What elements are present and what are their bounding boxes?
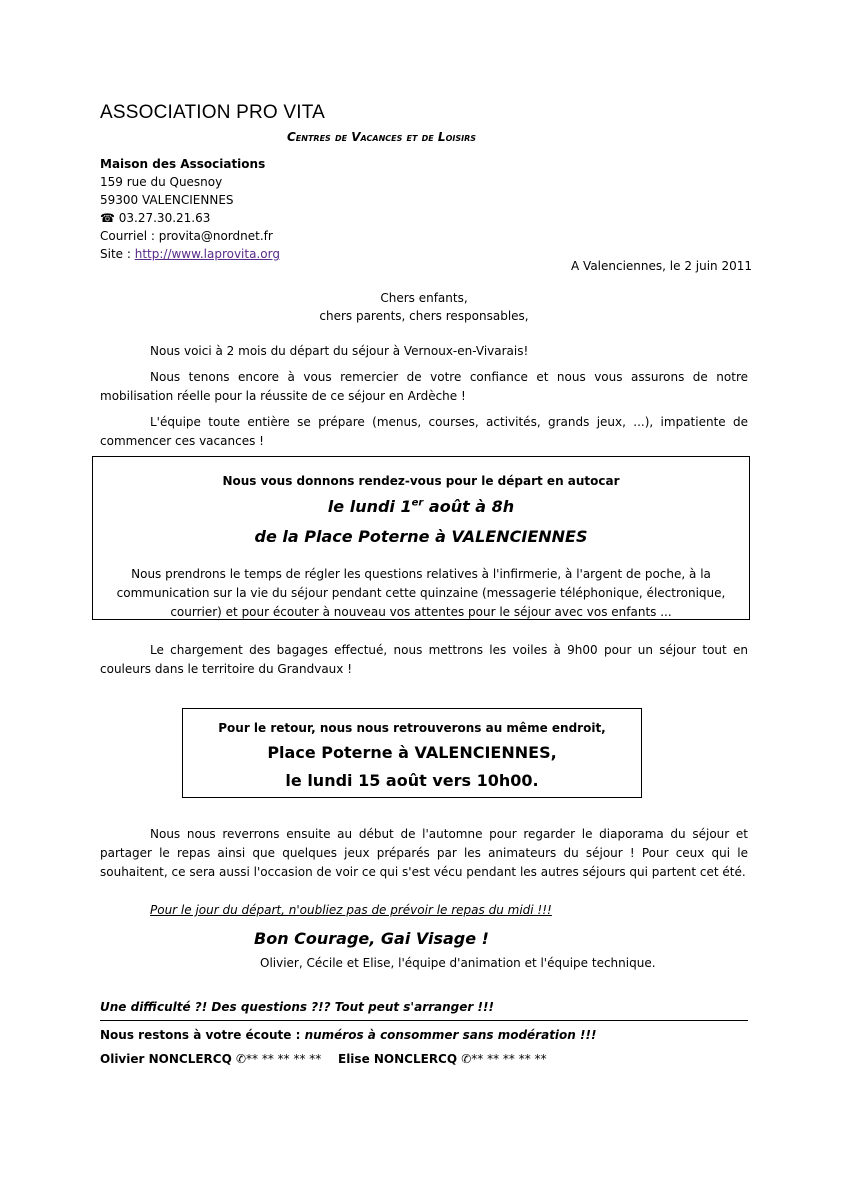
- listening-line: Nous restons à votre écoute : numéros à consommer sans modération !!!: [100, 1028, 597, 1042]
- paragraph-1: Nous voici à 2 mois du départ du séjour à Vernoux-en-Vivarais!: [150, 344, 529, 358]
- paragraph-2: Nous tenons encore à vous remercier de votre confiance et nous vous assurons de notre mobilisation réelle pour la réussite de ce séjour en Ardèche !: [100, 370, 748, 403]
- address-org: Maison des Associations: [100, 157, 266, 171]
- contact-1-phone: ✆** ** ** ** **: [235, 1052, 322, 1066]
- departure-box: [92, 456, 750, 620]
- association-subtitle: Centres de Vacances et de Loisirs: [287, 130, 477, 144]
- site-link[interactable]: http://www.laprovita.org: [134, 247, 280, 261]
- email-value: provita@nordnet.fr: [158, 229, 273, 243]
- questions-line: Une difficulté ?! Des questions ?!? Tout peut s'arranger !!!: [100, 1000, 494, 1014]
- divider: [100, 1020, 748, 1021]
- departure-intro: Nous vous donnons rendez-vous pour le départ en autocar: [222, 474, 620, 488]
- departure-place: de la Place Poterne à VALENCIENNES: [254, 527, 588, 546]
- closing-slogan: Bon Courage, Gai Visage !: [254, 929, 489, 948]
- return-intro: Pour le retour, nous nous retrouverons au même endroit,: [218, 721, 606, 735]
- return-date: le lundi 15 août vers 10h00.: [285, 771, 539, 790]
- signature: Olivier, Cécile et Elise, l'équipe d'animation et l'équipe technique.: [260, 956, 656, 970]
- contact-2-phone: ✆** ** ** ** **: [461, 1052, 547, 1066]
- departure-date: le lundi 1er août à 8h: [327, 497, 515, 516]
- departure-details: Nous prendrons le temps de régler les questions relatives à l'infirmerie, à l'argent de poche, à la communication sur la vie du séjour pendant cette quinzaine (messagerie téléphonique, électronique, courrier) et pour écouter à nouveau vos attentes pour le séjour avec vos enfants ...: [116, 567, 726, 619]
- address-phone: ☎ 03.27.30.21.63: [100, 211, 211, 225]
- greeting: [0, 289, 848, 325]
- address-street: 159 rue du Quesnoy: [100, 175, 223, 189]
- address-email-line: [100, 227, 280, 245]
- greeting-line-2: chers parents, chers responsables,: [319, 309, 529, 323]
- letter-date: A Valenciennes, le 2 juin 2011: [571, 259, 752, 273]
- return-box: [182, 708, 642, 798]
- lunch-reminder: Pour le jour du départ, n'oubliez pas de prévoir le repas du midi !!!: [150, 903, 552, 917]
- paragraph-4: Le chargement des bagages effectué, nous mettrons les voiles à 9h00 pour un séjour tout en couleurs dans le territoire du Grandvaux !: [100, 643, 748, 676]
- address-site-line: [100, 245, 280, 263]
- paragraph-3: L'équipe toute entière se prépare (menus, courses, activités, grands jeux, ...), impatiente de commencer ces vacances !: [100, 415, 748, 448]
- address-block: [100, 155, 280, 263]
- contact-1-name: Olivier NONCLERCQ: [100, 1052, 236, 1066]
- email-label: Courriel :: [100, 229, 159, 243]
- paragraph-5: Nous nous reverrons ensuite au début de l'automne pour regarder le diaporama du séjour et partager le repas ainsi que quelques jeux préparés par les animateurs du séjour ! Pour ceux qui le souhaitent, ce sera aussi l'occasion de voir ce qui s'est vécu pendant les autres séjours qui partent cet été.: [100, 827, 748, 879]
- return-place: Place Poterne à VALENCIENNES,: [267, 743, 557, 762]
- greeting-line-1: Chers enfants,: [380, 291, 468, 305]
- association-title: ASSOCIATION PRO VITA: [100, 102, 325, 123]
- site-label: Site :: [100, 247, 135, 261]
- address-city: 59300 VALENCIENNES: [100, 193, 234, 207]
- contacts-line: [100, 1052, 547, 1066]
- contact-2-name: Elise NONCLERCQ: [338, 1052, 462, 1066]
